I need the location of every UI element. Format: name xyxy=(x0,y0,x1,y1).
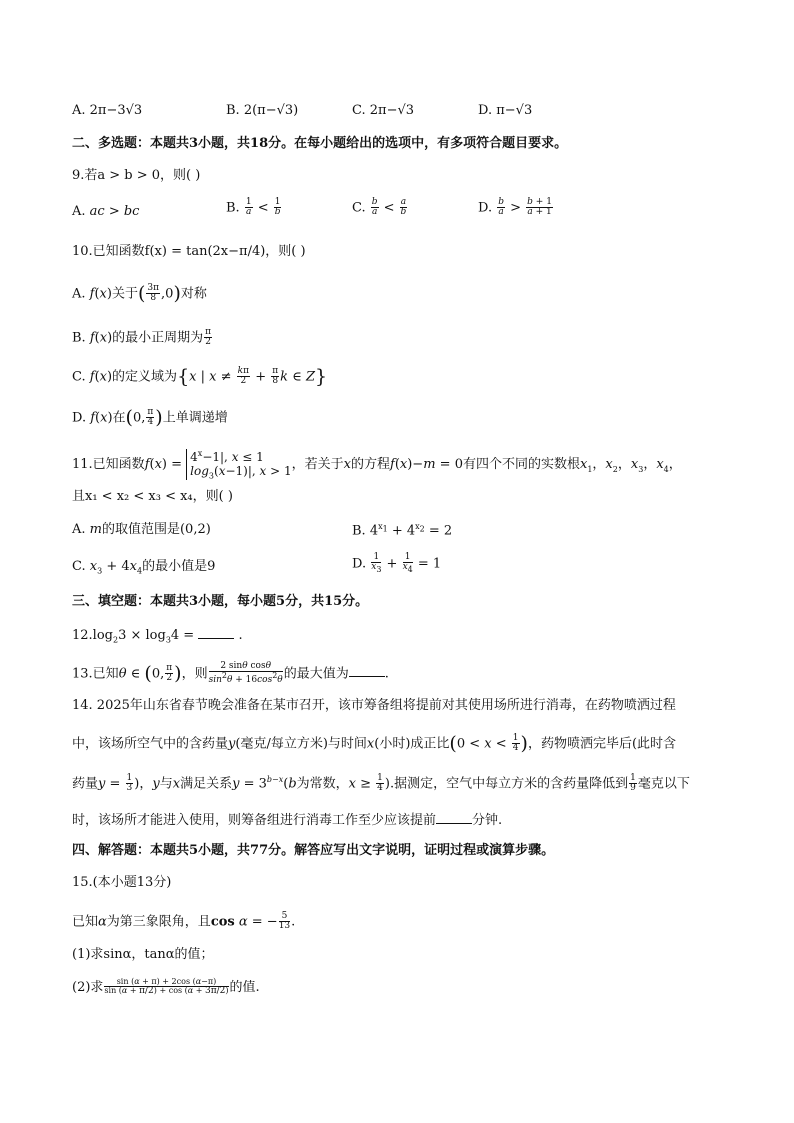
q10-stem: 10.已知函数f(x) = tan(2x−π/4)，则( ) xyxy=(72,244,306,259)
q15-title: 15.(本小题13分) xyxy=(72,875,172,890)
q13-stem: 13.已知θ ∈ (0, $\frac{\pi}{2}$ )，则 $\frac{\text{2 sinθ cosθ}}{\sin^2\theta + 16\cos^2\theta}$ 的最大值为 . xyxy=(72,661,389,686)
q11-option-d: D. $\frac{1}{x_3}$ + $\frac{1}{x_4}$ = 1 xyxy=(352,552,442,575)
q14-answer-blank[interactable] xyxy=(436,812,472,824)
q14-line4: 时，该场所才能进入使用，则筹备组进行消毒工作至少应该提前 分钟. xyxy=(72,813,503,828)
q8-option-c: C. 2π−√3 xyxy=(352,103,415,118)
q10-option-d: D. f(x)在(0, $\frac{\pi}{4}$ )上单调递增 xyxy=(72,406,228,429)
q11-stem: 11.已知函数$f(x) = 4^x-1|$, x ≤ 1 $\log_3(x-1)|$, x > 1，若关于x的方程f(x)−m = 0有四个不同的实数根$x_1$，$x_2$，$x_3$，$x_4$， xyxy=(72,449,682,481)
q14-line2: 中，该场所空气中的含药量y(毫克/每立方米)与时间x(小时)成正比(0 < x < $\frac{1}{4}$ )，药物喷洒完毕后(此时含 xyxy=(72,732,677,755)
q13-answer-blank[interactable] xyxy=(349,665,385,677)
q12-stem: $12.\log_23 \times \log_34$ = . xyxy=(72,628,243,645)
q14-line3: 药量y = $\frac{1}{3}$ )，y与x满足关系$y = 3^{b-x}(b$为常数，x ≥ $\frac{1}{4}$ ).据测定，空气中每立方米的含药量降低到 $\frac{1}{9}$ 毫克以下 xyxy=(72,773,690,794)
q9-option-c: C. $\frac{b}{a}$ < $\frac{a}{b}$ xyxy=(352,197,407,218)
q8-option-b: B. 2(π−√3) xyxy=(226,103,299,118)
q11-option-b: B. $4^{x_1} + 4^{x_2} = 2$ xyxy=(352,522,453,539)
q10-option-b: B. f(x)的最小正周期为 $\frac{\pi}{2}$ xyxy=(72,327,212,348)
q14-line1: 14. 2025年山东省春节晚会准备在某市召开，该市筹备组将提前对其使用场所进行消毒，在药物喷洒过程 xyxy=(72,698,676,713)
q9-stem: 9.若a > b > 0，则( ) xyxy=(72,168,201,183)
q11-option-c: C. $x_3 + 4x_4$的最小值是9 xyxy=(72,559,216,576)
q11-option-a: A. m的取值范围是(0,2) xyxy=(72,522,211,537)
q15-part2: (2)求 $\frac{\sin (\alpha + \pi) + 2\cos (\alpha-\pi)}{\sin (\alpha + \pi/2) + \cos (\alpha + 3\pi/2)}$ 的值. xyxy=(72,977,260,997)
section-4-header: 四、解答题：本题共5小题，共77分。解答应写出文字说明，证明过程或演算步骤。 xyxy=(72,843,555,858)
q10-option-c: C. f(x)的定义域为{x | x ≠ $\frac{k\pi}{2}$ + $\frac{\pi}{8}$ k ∈ Z} xyxy=(72,365,328,388)
q15-part1: (1)求sinα，tanα的值； xyxy=(72,947,214,962)
q9-option-d: D. $\frac{b}{a}$ > $\frac{b + 1}{a + 1}$ xyxy=(478,197,552,218)
q8-option-d: D. π−√3 xyxy=(478,103,533,118)
q12-answer-blank[interactable] xyxy=(198,627,234,639)
q11-stem-line2: 且x₁ < x₂ < x₃ < x₄，则( ) xyxy=(72,489,233,504)
q9-option-a: A. ac > bc xyxy=(72,204,140,219)
q15-stem: 已知α为第三象限角，且cos α = − $\frac{5}{13}$ . xyxy=(72,911,296,932)
section-2-header: 二、多选题：本题共3小题，共18分。在每小题给出的选项中，有多项符合题目要求。 xyxy=(72,136,568,151)
q9-option-b: B. $\frac{1}{a}$ < $\frac{1}{b}$ xyxy=(226,197,281,218)
q8-option-a: A. 2π−3√3 xyxy=(72,103,143,118)
section-3-header: 三、填空题：本题共3小题，每小题5分，共15分。 xyxy=(72,594,369,609)
q10-option-a: A. f(x)关于( $\frac{3\pi}{8}$ ,0)对称 xyxy=(72,282,207,305)
